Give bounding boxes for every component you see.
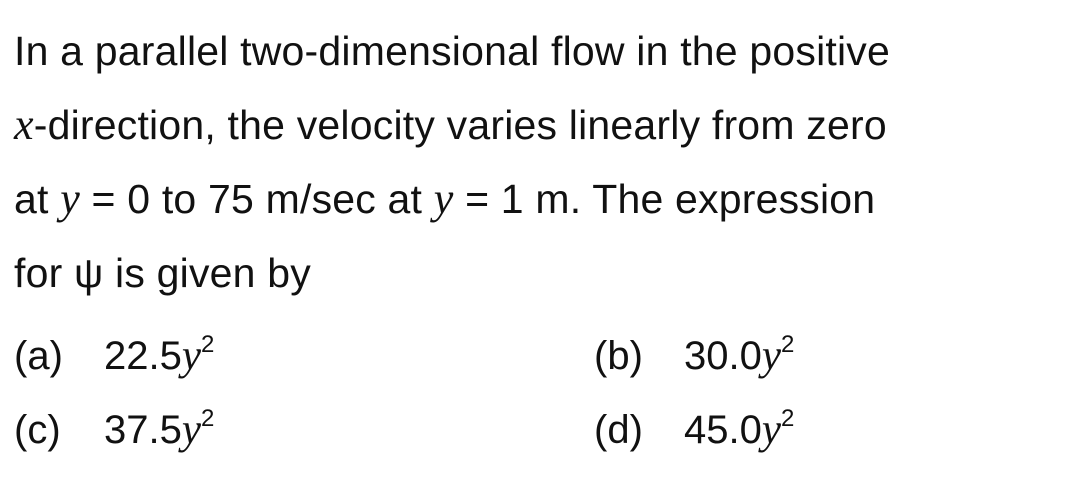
- option-b[interactable]: [594, 331, 794, 380]
- variable-x: x: [14, 100, 34, 149]
- variable-y: y: [60, 174, 80, 223]
- option-b-variable: y: [761, 331, 781, 379]
- stem-line-1: In a parallel two-dimensional flow in the positive: [14, 28, 891, 74]
- option-c[interactable]: [14, 405, 594, 454]
- option-d-coefficient: 45.0: [684, 407, 762, 452]
- stem-line-4: for ψ is given by: [14, 250, 311, 296]
- option-d-tag: (d): [594, 407, 643, 452]
- option-a-coefficient: 22.5: [104, 333, 182, 378]
- option-b-value: [684, 331, 794, 380]
- option-b-coefficient: 30.0: [684, 333, 762, 378]
- option-b-exponent: 2: [780, 330, 795, 358]
- option-d-exponent: 2: [780, 404, 795, 432]
- stem-line-3-part-b: = 0 to 75 m/sec at: [79, 176, 434, 222]
- variable-y: y: [433, 174, 454, 223]
- options-row-1: [14, 318, 1064, 392]
- option-a-value: [104, 331, 214, 380]
- option-c-value: [104, 405, 214, 454]
- stem-line-2-text: -direction, the velocity varies linearly from zero: [33, 102, 887, 148]
- stem-line-3-part-c: = 1 m. The expression: [453, 176, 876, 222]
- answer-options: [14, 318, 1064, 466]
- stem-line-2: [14, 88, 1064, 162]
- option-d-value: [684, 405, 794, 454]
- option-b-tag: (b): [594, 333, 643, 378]
- option-a-variable: y: [181, 331, 201, 379]
- question-stem: [14, 14, 1064, 310]
- option-a-tag: (a): [14, 333, 63, 378]
- option-c-exponent: 2: [200, 404, 215, 432]
- option-c-variable: y: [181, 405, 201, 453]
- options-row-2: [14, 392, 1064, 466]
- option-c-tag: (c): [14, 407, 61, 452]
- option-d-variable: y: [761, 405, 781, 453]
- option-c-coefficient: 37.5: [104, 407, 182, 452]
- option-d[interactable]: [594, 405, 794, 454]
- option-a[interactable]: [14, 331, 594, 380]
- stem-line-3-part-a: at: [14, 176, 61, 222]
- option-a-exponent: 2: [200, 330, 215, 358]
- stem-line-3: [14, 162, 1064, 236]
